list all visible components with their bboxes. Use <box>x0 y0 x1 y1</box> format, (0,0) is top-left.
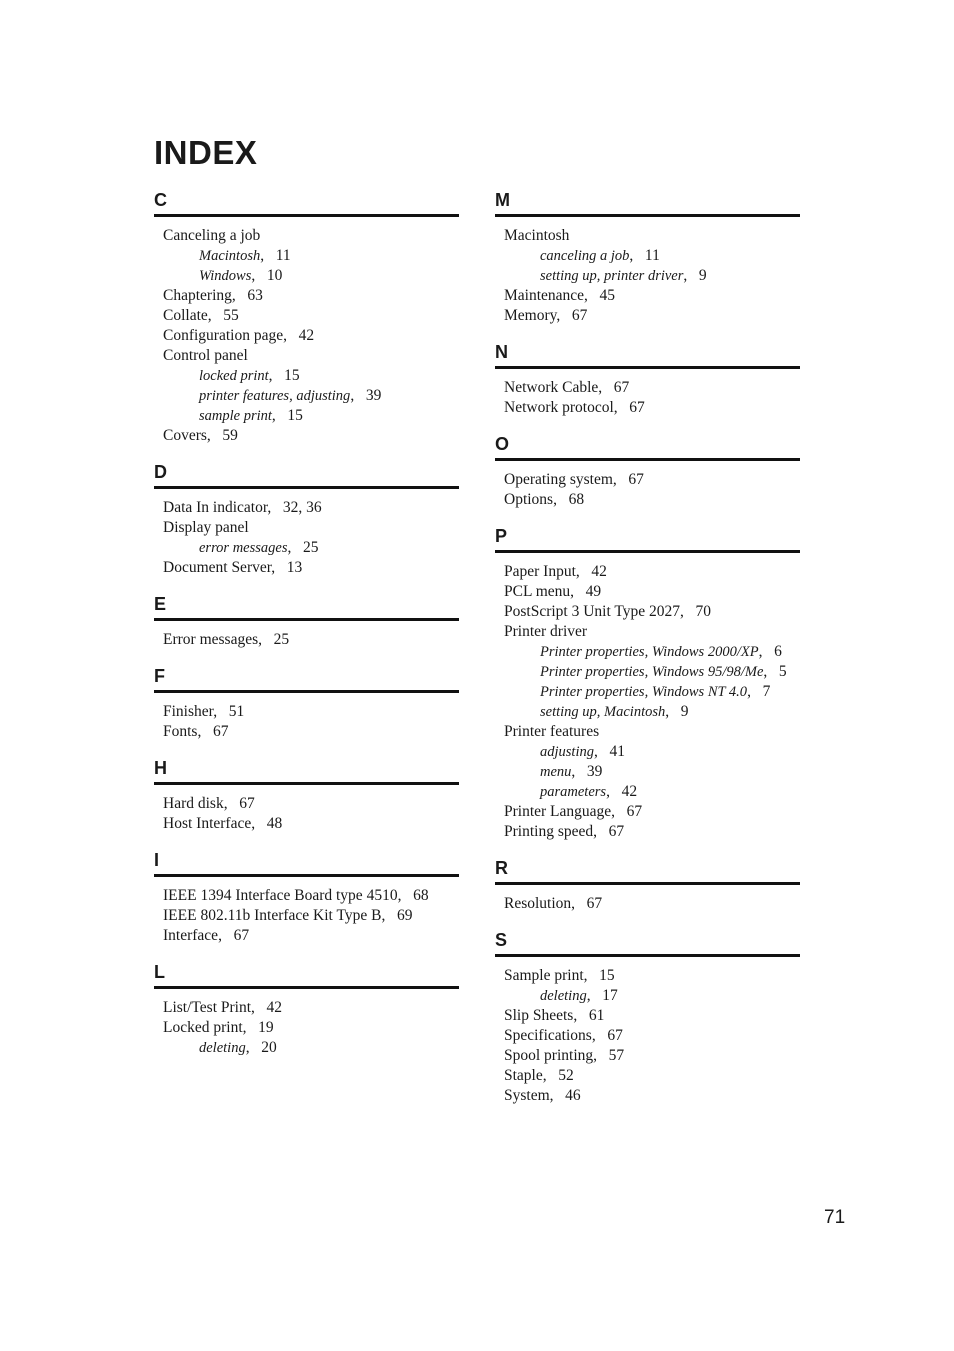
index-entry: Staple, 52 <box>504 1067 574 1084</box>
index-entry <box>504 622 800 642</box>
index-page-ref: 67 <box>608 823 625 840</box>
index-term: adjusting <box>540 744 594 760</box>
index-entry: Interface, 67 <box>163 927 250 944</box>
index-entry: Chaptering, 63 <box>163 287 263 304</box>
index-entry-list <box>495 553 800 842</box>
index-entry: Maintenance, 45 <box>504 287 616 304</box>
index-section-s <box>495 928 800 1106</box>
index-page-ref: 67 <box>212 723 229 740</box>
index-subentry: sample print, 15 <box>199 407 303 424</box>
index-term: Finisher <box>163 703 214 720</box>
index-page-ref: 9 <box>698 267 707 284</box>
index-section-p <box>495 524 800 842</box>
index-term: parameters <box>540 784 607 800</box>
index-term: Locked print <box>163 1019 243 1036</box>
index-entry: Locked print, 19 <box>163 1019 274 1036</box>
index-subentry: error messages, 25 <box>199 539 319 556</box>
index-subentry: Printer properties, Windows 95/98/Me, 5 <box>540 663 787 680</box>
index-subentry: setting up, Macintosh, 9 <box>540 703 689 720</box>
index-term: Canceling a job <box>163 227 261 244</box>
index-page-ref: 20 <box>261 1039 277 1056</box>
index-entry: Resolution, 67 <box>504 895 603 912</box>
index-entry <box>504 722 800 742</box>
index-entry-list <box>154 989 459 1058</box>
index-term: Specifications <box>504 1027 592 1044</box>
index-entry: Collate, 55 <box>163 307 239 324</box>
index-section-n <box>495 340 800 418</box>
section-letter: O <box>495 432 800 461</box>
index-term: Printer Language <box>504 803 612 820</box>
index-page-ref: 39 <box>365 387 382 404</box>
index-entry-list <box>154 217 459 446</box>
index-subentry: Macintosh, 11 <box>199 247 291 264</box>
index-term: printer features, adjusting <box>199 388 351 404</box>
index-page-ref: 67 <box>613 379 630 396</box>
index-page-ref: 52 <box>558 1067 574 1084</box>
section-letter: R <box>495 856 800 885</box>
index-entry: Error messages, 25 <box>163 631 290 648</box>
index-entry: Hard disk, 67 <box>163 795 255 812</box>
page-number: 71 <box>824 1207 846 1228</box>
index-page-ref: 67 <box>239 795 255 812</box>
index-term: Collate <box>163 307 208 324</box>
index-term: Options <box>504 491 554 508</box>
index-term: Operating system <box>504 471 613 488</box>
index-entry: Data In indicator, 32, 36 <box>163 499 322 516</box>
index-term: PCL menu <box>504 583 571 600</box>
index-page-ref: 10 <box>266 267 283 284</box>
index-entry: PostScript 3 Unit Type 2027, 70 <box>504 603 712 620</box>
index-term: menu <box>540 764 572 780</box>
index-page-ref: 59 <box>222 427 238 444</box>
index-entry: Finisher, 51 <box>163 703 245 720</box>
index-entry-list <box>495 957 800 1106</box>
index-page-ref: 51 <box>228 703 245 720</box>
index-entry: Printer Language, 67 <box>504 803 643 820</box>
index-entry <box>163 226 459 246</box>
index-page-ref: 46 <box>565 1087 581 1104</box>
index-section-e <box>154 592 459 650</box>
index-entry: IEEE 802.11b Interface Kit Type B, 69 <box>163 907 413 924</box>
index-term: setting up, printer driver <box>540 268 684 284</box>
index-page-ref: 32, 36 <box>282 499 322 516</box>
page-title: INDEX <box>154 134 258 171</box>
index-page-ref: 42 <box>621 783 638 800</box>
index-page-ref: 69 <box>396 907 413 924</box>
index-page-ref: 11 <box>275 247 291 264</box>
section-letter: L <box>154 960 459 989</box>
index-term: Printer properties, Windows 95/98/Me <box>540 664 764 680</box>
index-entry-list <box>154 693 459 742</box>
index-page-ref: 39 <box>586 763 603 780</box>
index-section-o <box>495 432 800 510</box>
index-term: Macintosh <box>199 248 261 264</box>
index-subentry: setting up, printer driver, 9 <box>540 267 707 284</box>
index-page-ref: 68 <box>568 491 585 508</box>
index-subentry: printer features, adjusting, 39 <box>199 387 382 404</box>
index-entry: Printing speed, 67 <box>504 823 625 840</box>
index-entry: Operating system, 67 <box>504 471 644 488</box>
index-term: Display panel <box>163 519 249 536</box>
section-letter: I <box>154 848 459 877</box>
index-subentry: deleting, 17 <box>540 987 618 1004</box>
section-letter: D <box>154 460 459 489</box>
index-entry: Paper Input, 42 <box>504 563 607 580</box>
section-letter: E <box>154 592 459 621</box>
index-entry-list <box>495 217 800 326</box>
index-entry: Slip Sheets, 61 <box>504 1007 605 1024</box>
index-section-f <box>154 664 459 742</box>
index-entry: List/Test Print, 42 <box>163 999 283 1016</box>
index-term: Interface <box>163 927 219 944</box>
index-section-m <box>495 188 800 326</box>
index-page-ref: 55 <box>223 307 239 324</box>
index-subentry: Printer properties, Windows 2000/XP, 6 <box>540 643 782 660</box>
index-entry-list <box>154 877 459 946</box>
index-term: PostScript 3 Unit Type 2027 <box>504 603 681 620</box>
index-subentry: Printer properties, Windows NT 4.0, 7 <box>540 683 771 700</box>
index-entry: Specifications, 67 <box>504 1027 623 1044</box>
index-page-ref: 67 <box>628 471 644 488</box>
index-term: Sample print <box>504 967 584 984</box>
index-entry: Document Server, 13 <box>163 559 303 576</box>
index-term: Covers <box>163 427 207 444</box>
index-entry: Memory, 67 <box>504 307 588 324</box>
index-term: Maintenance <box>504 287 585 304</box>
index-section-i <box>154 848 459 946</box>
index-page-ref: 11 <box>644 247 660 264</box>
index-page-ref: 17 <box>602 987 618 1004</box>
index-entry: Network protocol, 67 <box>504 399 645 416</box>
index-page-ref: 61 <box>588 1007 605 1024</box>
index-subentry: adjusting, 41 <box>540 743 625 760</box>
index-term: error messages <box>199 540 288 556</box>
index-term: Slip Sheets <box>504 1007 574 1024</box>
index-entry: Network Cable, 67 <box>504 379 630 396</box>
index-term: Spool printing <box>504 1047 594 1064</box>
index-term: Printer driver <box>504 623 588 640</box>
index-term: Control panel <box>163 347 248 364</box>
index-column-right <box>495 188 800 1120</box>
section-letter: S <box>495 928 800 957</box>
index-entry-list <box>154 621 459 650</box>
section-letter: H <box>154 756 459 785</box>
index-entry: Options, 68 <box>504 491 585 508</box>
index-subentry: canceling a job, 11 <box>540 247 660 264</box>
section-letter: M <box>495 188 800 217</box>
index-page-ref: 48 <box>266 815 283 832</box>
index-page-ref: 15 <box>599 967 615 984</box>
index-page-ref: 67 <box>586 895 603 912</box>
index-entry: Spool printing, 57 <box>504 1047 625 1064</box>
index-term: Hard disk <box>163 795 224 812</box>
index-subentry: deleting, 20 <box>199 1039 277 1056</box>
index-section-r <box>495 856 800 914</box>
index-entry-list <box>495 885 800 914</box>
index-page-ref: 5 <box>778 663 787 680</box>
index-term: Host Interface <box>163 815 252 832</box>
index-subentry: menu, 39 <box>540 763 603 780</box>
index-page-ref: 19 <box>258 1019 274 1036</box>
index-page-ref: 42 <box>266 999 283 1016</box>
index-entry: System, 46 <box>504 1087 581 1104</box>
index-page-ref: 63 <box>247 287 263 304</box>
index-page-ref: 70 <box>695 603 712 620</box>
index-term: Network protocol <box>504 399 614 416</box>
index-term: IEEE 1394 Interface Board type 4510 <box>163 887 398 904</box>
index-subentry: parameters, 42 <box>540 783 638 800</box>
index-term: canceling a job <box>540 248 630 264</box>
index-entry: Covers, 59 <box>163 427 238 444</box>
index-page-ref: 15 <box>287 407 303 424</box>
index-entry <box>163 346 459 366</box>
index-term: Printer properties, Windows 2000/XP <box>540 644 759 660</box>
index-page-ref: 49 <box>585 583 602 600</box>
index-page-ref: 67 <box>571 307 588 324</box>
index-page-ref: 45 <box>599 287 616 304</box>
index-term: Document Server <box>163 559 272 576</box>
index-section-l <box>154 960 459 1058</box>
index-page-ref: 13 <box>286 559 303 576</box>
section-letter: P <box>495 524 800 553</box>
index-page-ref: 41 <box>609 743 625 760</box>
index-term: Error messages <box>163 631 259 648</box>
index-entry-list <box>154 489 459 578</box>
index-term: Configuration page <box>163 327 284 344</box>
index-entry-list <box>154 785 459 834</box>
index-term: System <box>504 1087 550 1104</box>
index-entry: Host Interface, 48 <box>163 815 283 832</box>
index-page-ref: 6 <box>774 643 782 660</box>
index-entry: IEEE 1394 Interface Board type 4510, 68 <box>163 887 429 904</box>
index-term: Printer features <box>504 723 600 740</box>
index-page-ref: 67 <box>607 1027 623 1044</box>
index-page-ref: 42 <box>591 563 607 580</box>
index-page-ref: 67 <box>626 803 643 820</box>
index-term: List/Test Print <box>163 999 252 1016</box>
index-entry-list <box>495 369 800 418</box>
index-term: deleting <box>540 988 587 1004</box>
index-term: Fonts <box>163 723 198 740</box>
index-page-ref: 67 <box>629 399 645 416</box>
index-term: Printer properties, Windows NT 4.0 <box>540 684 748 700</box>
section-letter: C <box>154 188 459 217</box>
index-term: sample print <box>199 408 272 424</box>
index-term: setting up, Macintosh <box>540 704 666 720</box>
index-page-ref: 42 <box>298 327 315 344</box>
index-entry <box>504 226 800 246</box>
index-term: Chaptering <box>163 287 232 304</box>
index-page-ref: 15 <box>284 367 300 384</box>
index-term: Paper Input <box>504 563 576 580</box>
index-section-c <box>154 188 459 446</box>
section-letter: N <box>495 340 800 369</box>
index-term: Memory <box>504 307 557 324</box>
index-entry: PCL menu, 49 <box>504 583 602 600</box>
index-section-h <box>154 756 459 834</box>
index-term: Resolution <box>504 895 572 912</box>
index-subentry: locked print, 15 <box>199 367 300 384</box>
index-page-ref: 57 <box>608 1047 625 1064</box>
index-subentry: Windows, 10 <box>199 267 283 284</box>
index-page-ref: 67 <box>233 927 250 944</box>
index-page-ref: 25 <box>273 631 290 648</box>
index-page-ref: 9 <box>680 703 689 720</box>
index-section-d <box>154 460 459 578</box>
section-letter: F <box>154 664 459 693</box>
index-entry <box>163 518 459 538</box>
index-page-ref: 68 <box>413 887 429 904</box>
index-entry: Fonts, 67 <box>163 723 229 740</box>
index-entry: Configuration page, 42 <box>163 327 315 344</box>
index-term: IEEE 802.11b Interface Kit Type B <box>163 907 382 924</box>
index-term: Network Cable <box>504 379 599 396</box>
index-term: Macintosh <box>504 227 570 244</box>
index-term: deleting <box>199 1040 246 1056</box>
index-column-left <box>154 188 459 1072</box>
index-term: locked print <box>199 368 269 384</box>
index-entry: Sample print, 15 <box>504 967 615 984</box>
index-term: Staple <box>504 1067 543 1084</box>
index-page-ref: 7 <box>762 683 771 700</box>
index-term: Printing speed <box>504 823 594 840</box>
index-term: Windows <box>199 268 252 284</box>
index-page-ref: 25 <box>302 539 319 556</box>
index-entry-list <box>495 461 800 510</box>
index-term: Data In indicator <box>163 499 268 516</box>
